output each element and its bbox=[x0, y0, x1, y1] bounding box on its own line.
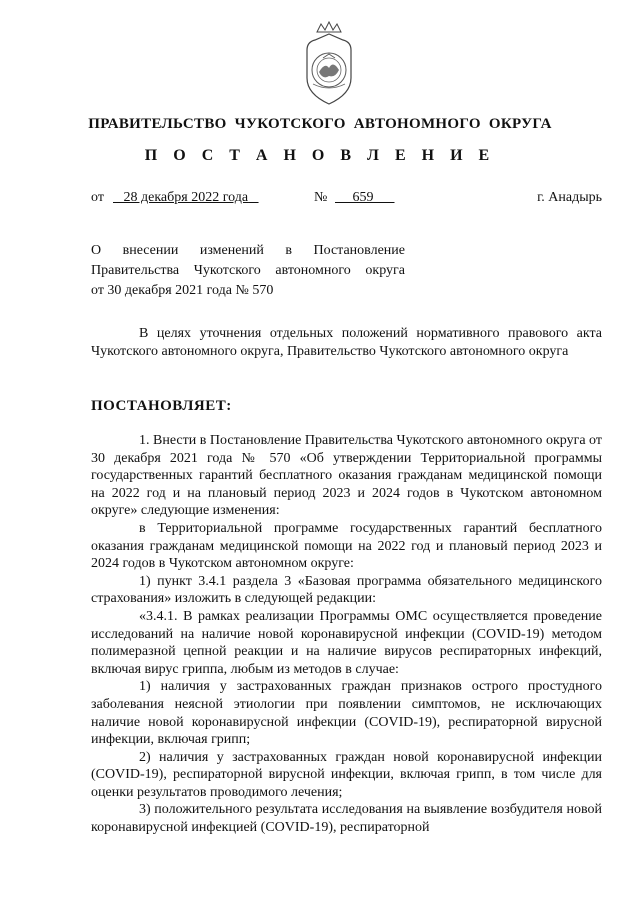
subject-line: О внесении изменений в Постановление bbox=[91, 243, 405, 258]
subject-line: от 30 декабря 2021 года № 570 bbox=[91, 283, 274, 298]
body-paragraph: 1) пункт 3.4.1 раздела 3 «Базовая программа обязательного медицинского страхования» изложить в следующей редакции: bbox=[91, 573, 602, 607]
document-type-title: П О С Т А Н О В Л Е Н И Е bbox=[144, 147, 496, 164]
coat-of-arms-emblem bbox=[301, 20, 357, 106]
preamble-paragraph: В целях уточнения отдельных положений нормативного правового акта Чукотского автономного округа, Правительство Чукотского автономного округа bbox=[91, 326, 602, 359]
body-paragraph: 2) наличия у застрахованных граждан новой коронавирусной инфекции (COVID-19), респираторной вирусной инфекции, включая грипп, в том числе для оценки результатов проводимого лечения; bbox=[91, 749, 602, 800]
number-label: № bbox=[314, 190, 328, 205]
subject-line: Правительства Чукотского автономного округа bbox=[91, 263, 405, 278]
decree-heading: ПОСТАНОВЛЯЕТ: bbox=[91, 398, 232, 414]
document-number: 659 bbox=[352, 190, 374, 205]
preamble bbox=[91, 325, 602, 360]
city: г. Анадырь bbox=[537, 190, 602, 205]
date-number-line bbox=[91, 190, 602, 210]
government-name: ПРАВИТЕЛЬСТВО ЧУКОТСКОГО АВТОНОМНОГО ОКРУГА bbox=[88, 116, 552, 132]
body-paragraph: 1) наличия у застрахованных граждан признаков острого простудного заболевания неясной этиологии при появлении симптомов, не исключающих наличие новой коронавирусной инфекции (COVID-19), респираторной вирусной инфекции, включая грипп; bbox=[91, 679, 602, 748]
body-paragraph: «3.4.1. В рамках реализации Программы ОМС осуществляется проведение исследований на наличие новой коронавирусной инфекции (COVID-19) методом полимеразной цепной реакции и на наличие вирусов респираторных инфекций, включая вирус гриппа, любым из методов в случае: bbox=[91, 608, 602, 677]
body-paragraph: 1. Внести в Постановление Правительства Чукотского автономного округа от 30 декабря 2021 года № 570 «Об утверждении Территориальной программы государственных гарантий бесплатного оказания гражданам медицинской помощи на 2022 год и на плановый период 2023 и 2024 годов в Чукотском автономном округе» следующие изменения: bbox=[91, 433, 602, 519]
body-paragraph: 3) положительного результата исследования на выявление возбудителя новой коронавирусной инфекцией (COVID-19), респираторной bbox=[91, 802, 602, 836]
body-paragraph: в Территориальной программе государственных гарантий бесплатного оказания гражданам медицинской помощи на 2022 год и плановый период 2023 и 2024 годов в Чукотском автономном округе: bbox=[91, 520, 602, 572]
date-from-label: от bbox=[91, 190, 104, 205]
document-subject bbox=[91, 241, 405, 301]
document-date: 28 декабря 2022 года bbox=[123, 190, 249, 205]
decree-body bbox=[91, 432, 602, 837]
